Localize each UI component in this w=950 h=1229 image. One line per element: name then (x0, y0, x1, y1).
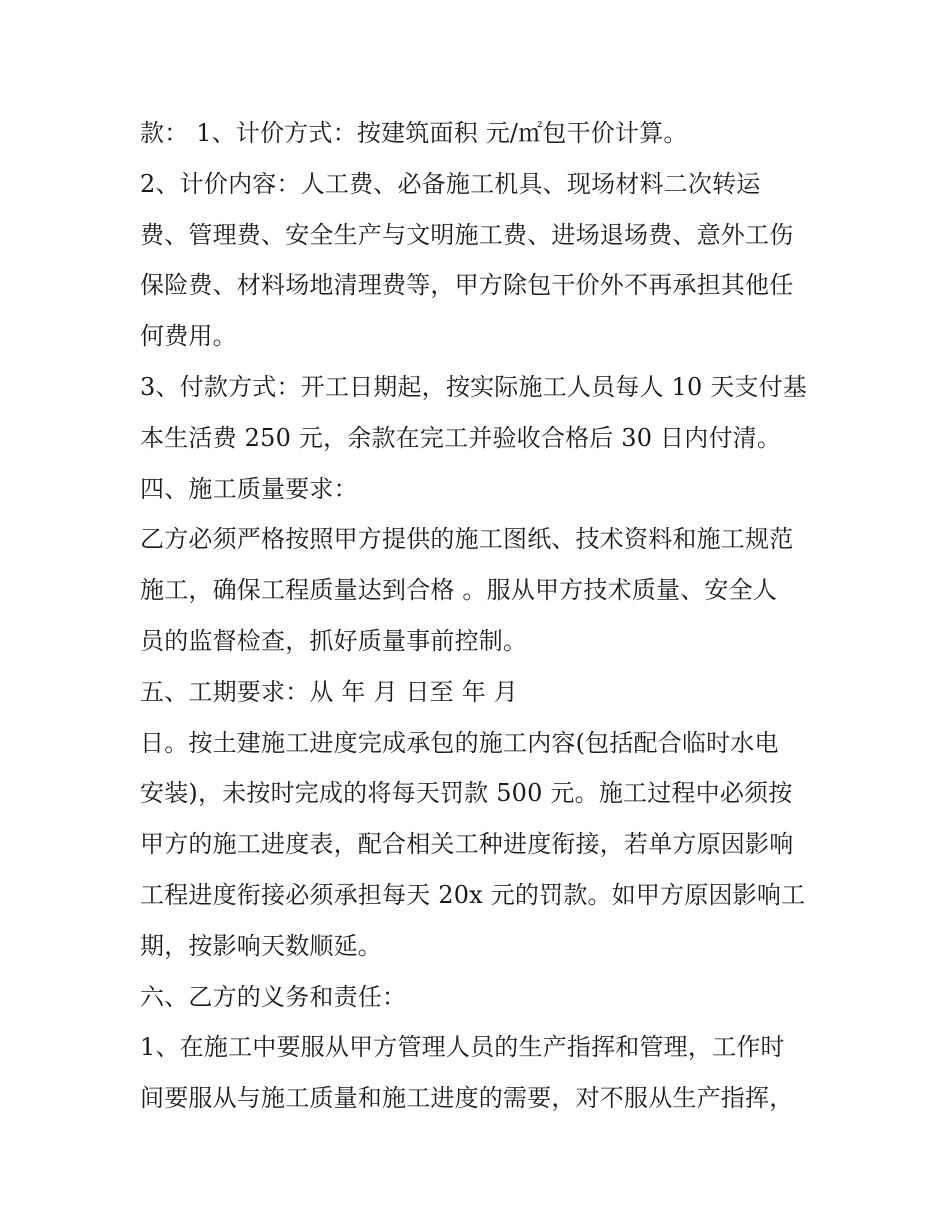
schedule-paragraph-line: 日。按土建施工进度完成承包的施工内容(包括配合临时水电 (140, 728, 779, 757)
pricing-content-line: 何费用。 (140, 322, 237, 351)
document-body (140, 108, 820, 1124)
schedule-paragraph-line: 期，按影响天数顺延。 (140, 931, 382, 960)
section-heading-quality: 四、施工质量要求： (140, 474, 358, 503)
quality-paragraph-line: 员的监督检查，抓好质量事前控制。 (140, 626, 528, 655)
schedule-paragraph-line: 安装)，未按时完成的将每天罚款 500 元。施工过程中必须按 (140, 779, 793, 808)
pricing-content-line: 费、管理费、安全生产与文明施工费、进场退场费、意外工伤 (140, 220, 794, 249)
payment-method-line: 3、付款方式：开工日期起，按实际施工人员每人 10 天支付基 (140, 372, 808, 401)
section-heading-obligations: 六、乙方的义务和责任： (140, 982, 407, 1011)
quality-paragraph-line: 施工，确保工程质量达到合格 。服从甲方技术质量、安全人 (140, 576, 778, 605)
pricing-content-line: 保险费、材料场地清理费等，甲方除包干价外不再承担其他任 (140, 271, 794, 300)
quality-paragraph-line: 乙方必须严格按照甲方提供的施工图纸、技术资料和施工规范 (140, 525, 794, 554)
section-heading-schedule: 五、工期要求：从 年 月 日至 年 月 (140, 677, 518, 706)
payment-method-line: 本生活费 250 元，余款在完工并验收合格后 30 日内付清。 (140, 423, 782, 452)
schedule-paragraph-line: 工程进度衔接必须承担每天 20x 元的罚款。如甲方原因影响工 (140, 880, 806, 909)
obligations-paragraph-line: 间要服从与施工质量和施工进度的需要，对不服从生产指挥， (140, 1084, 794, 1113)
payment-clause-line: 款： 1、计价方式：按建筑面积 元/㎡包干价计算。 (140, 119, 688, 147)
obligations-paragraph-line: 1、在施工中要服从甲方管理人员的生产指挥和管理，工作时 (140, 1033, 785, 1062)
pricing-content-line: 2、计价内容：人工费、必备施工机具、现场材料二次转运 (140, 169, 761, 198)
schedule-paragraph-line: 甲方的施工进度表，配合相关工种进度衔接，若单方原因影响 (140, 830, 794, 859)
